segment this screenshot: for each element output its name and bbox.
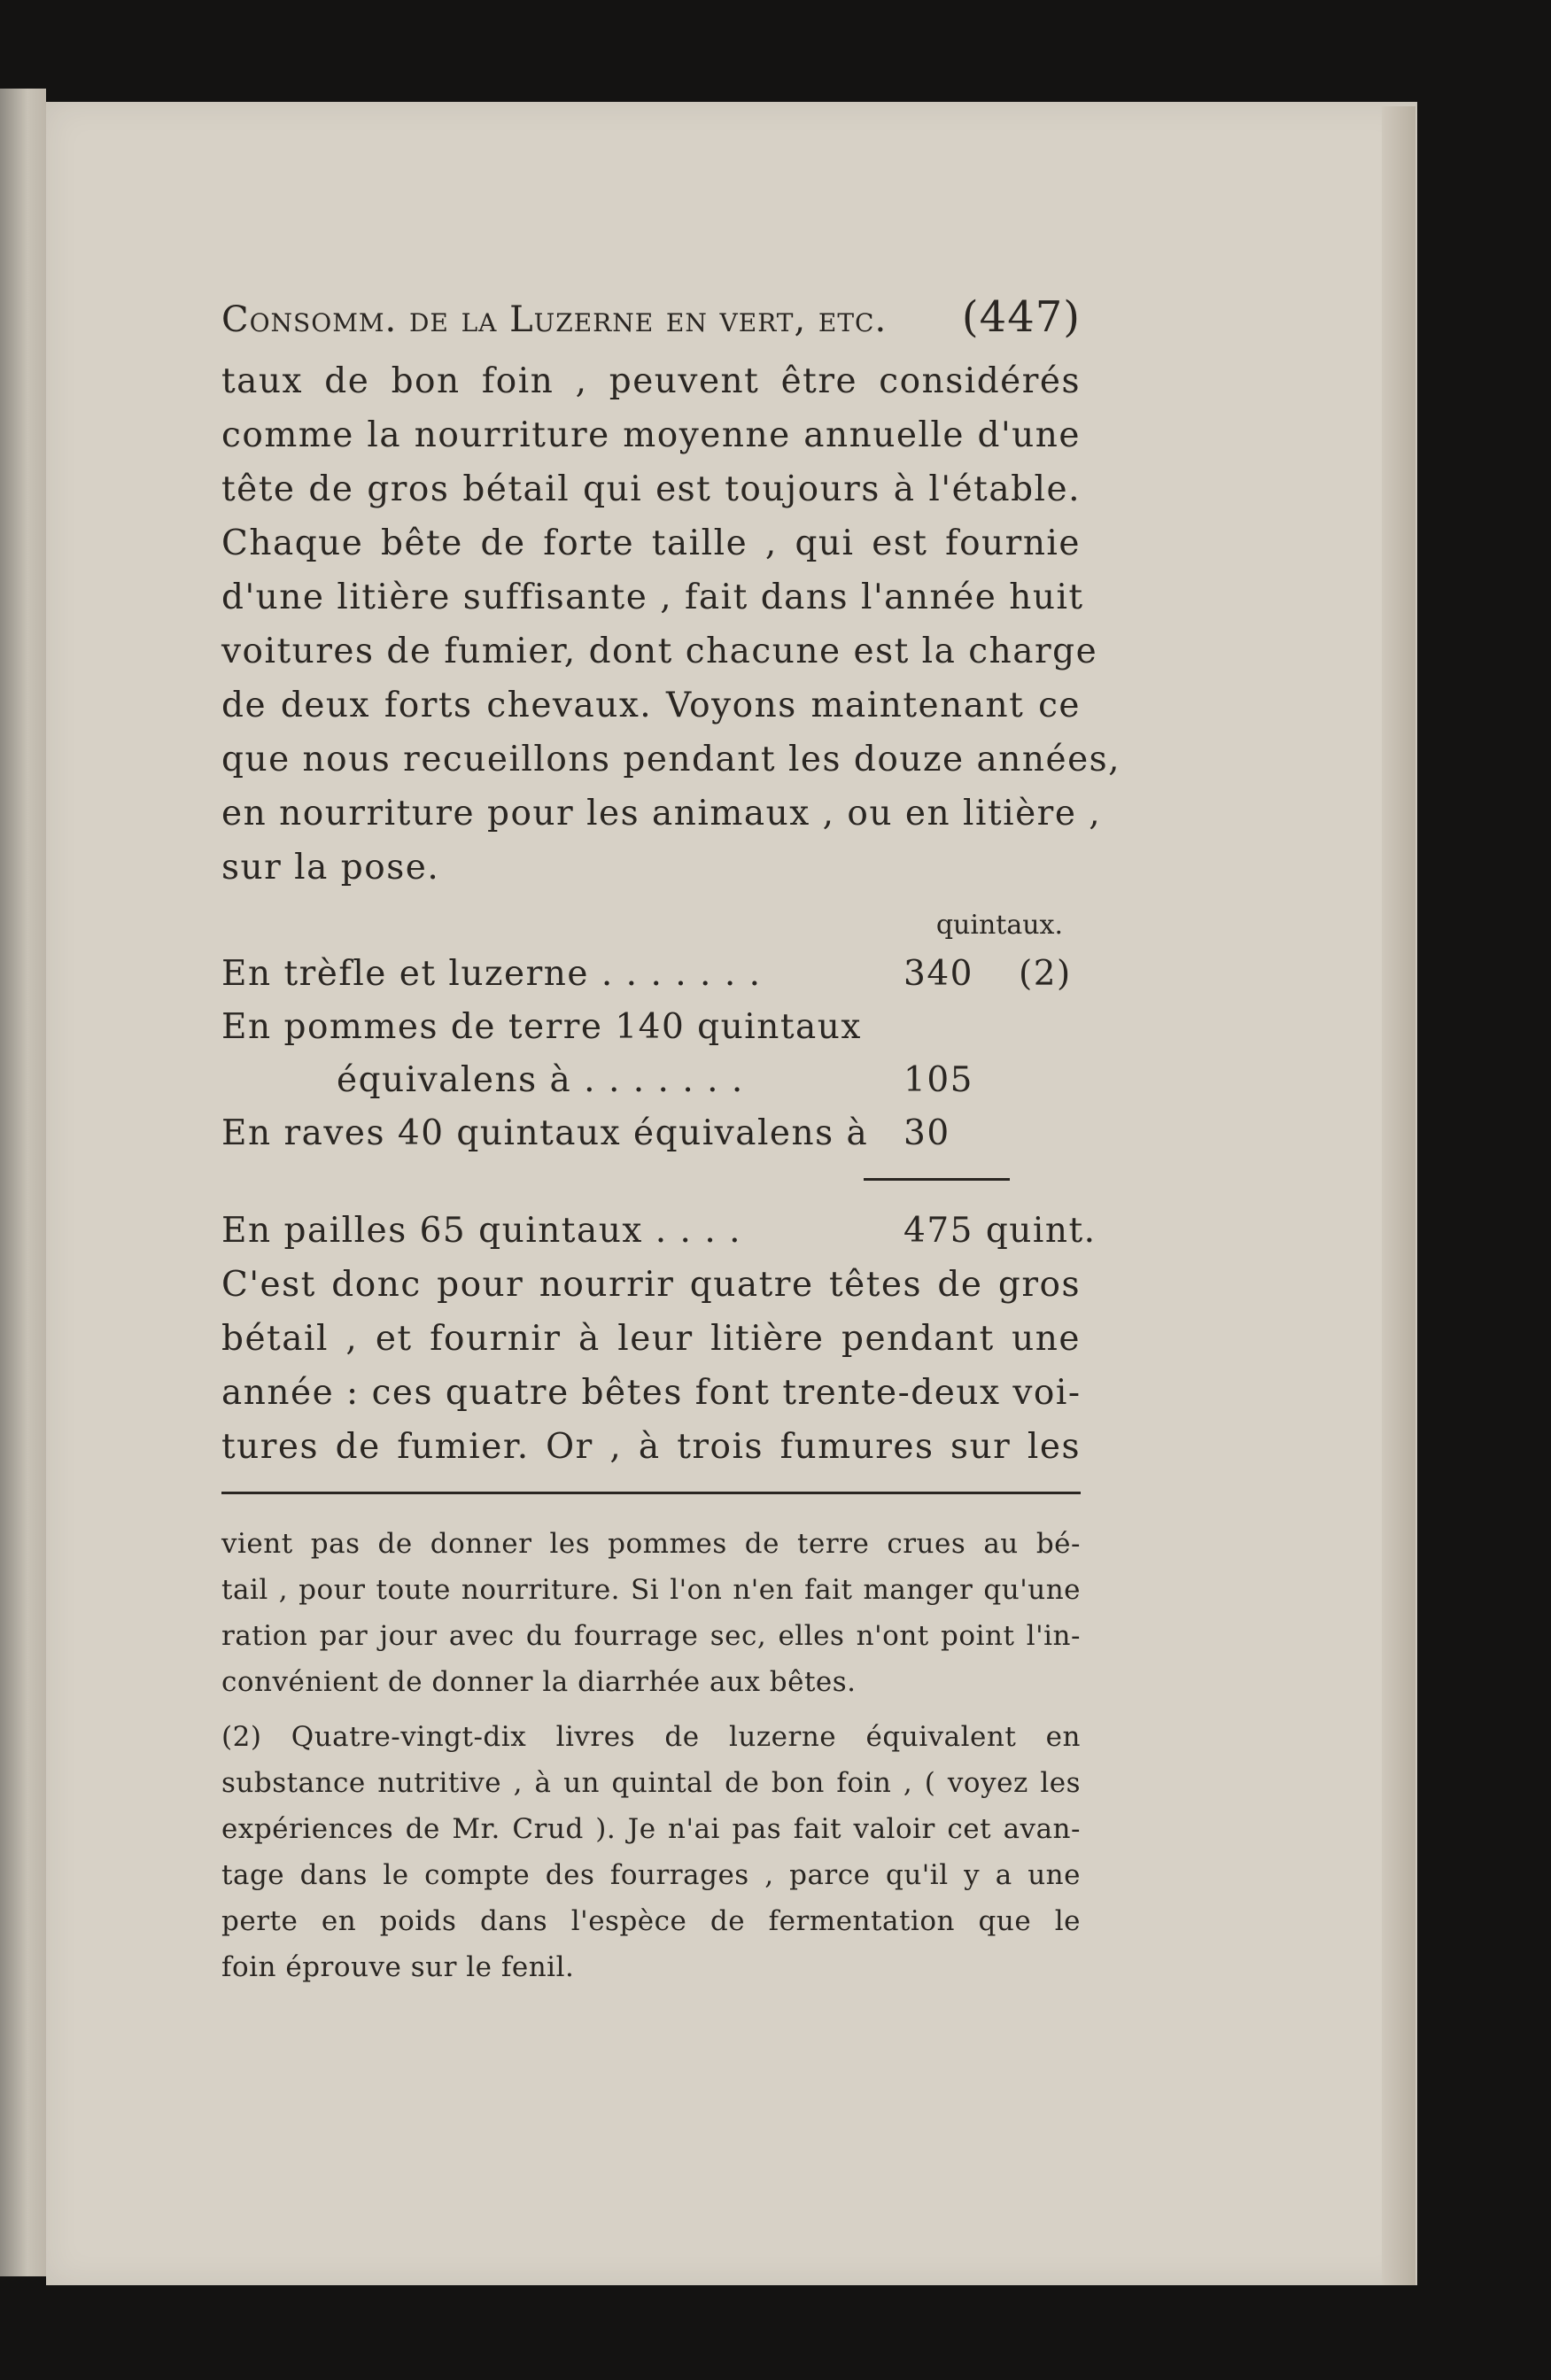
footnote-line: (2) Quatre-vingt-dix livres de luzerne équivalent en [221, 1721, 1081, 1753]
page-number: (447) [961, 292, 1081, 342]
footnote-line: substance nutritive , à un quintal de bon foin , ( voyez les [221, 1767, 1081, 1799]
sum-rule [864, 1178, 1010, 1181]
running-head-title: Consomm. de la Luzerne en vert, etc. [221, 299, 888, 340]
body-line: voitures de fumier, dont chacune est la charge [221, 632, 1098, 671]
ledger-note-ref [1019, 1107, 1081, 1160]
body-line: année : ces quatre bêtes font trente-deux voi- [221, 1373, 1082, 1413]
footnote-line: tage dans le compte des fourrages , parce qu'il y a une [221, 1859, 1081, 1891]
ledger-unit-label: quintaux. [935, 910, 1063, 941]
footnote-line: ration par jour avec du fourrage sec, elles n'ont point l'in- [221, 1620, 1081, 1652]
conclusion-paragraph [221, 1258, 1081, 1474]
running-head [221, 292, 1081, 354]
footnote-continued [221, 1521, 1081, 1705]
previous-page-edge [0, 89, 46, 2276]
footnote-line: convénient de donner la diarrhée aux bêtes. [221, 1666, 857, 1698]
body-line: C'est donc pour nourrir quatre têtes de gros [221, 1265, 1081, 1305]
ledger-note-ref [1019, 1001, 1081, 1054]
ledger-table [221, 903, 1097, 1258]
body-line: comme la nourriture moyenne annuelle d'une [221, 415, 1081, 455]
body-line: d'une litière suffisante , fait dans l'année huit [221, 578, 1084, 617]
ledger-value [903, 1001, 1019, 1054]
ledger-note-ref [1019, 1054, 1081, 1107]
body-line: de deux forts chevaux. Voyons maintenant ce [221, 686, 1081, 725]
footnote-line: foin éprouve sur le fenil. [221, 1951, 575, 1983]
footnote-2 [221, 1714, 1081, 1990]
ledger-label: En trèfle et luzerne . . . . . . . [221, 954, 762, 994]
ledger-row [221, 1107, 1081, 1160]
ledger-row [221, 948, 1081, 1001]
body-line: tures de fumier. Or , à trois fumures sur les [221, 1427, 1081, 1467]
ledger-value: 340 [903, 954, 973, 994]
ledger-total-value: 475 quint. [903, 1211, 1097, 1251]
page-content [221, 292, 1121, 1990]
ledger-total-label: En pailles 65 quintaux . . . . [221, 1211, 742, 1251]
footnote-line: expériences de Mr. Crud ). Je n'ai pas fait valoir cet avan- [221, 1813, 1081, 1845]
ledger-row [221, 1001, 1081, 1054]
page-right-edge [1382, 106, 1415, 2285]
body-line: sur la pose. [221, 848, 440, 888]
ledger-row [221, 1054, 1081, 1107]
body-line: bétail , et fournir à leur litière pendant une [221, 1319, 1081, 1359]
ledger-label: équivalens à . . . . . . . [337, 1060, 744, 1100]
body-line: en nourriture pour les animaux , ou en litière , [221, 794, 1102, 833]
ledger-label: En raves 40 quintaux équivalens à [221, 1113, 869, 1153]
body-line: tête de gros bétail qui est toujours à l'étable. [221, 469, 1081, 509]
ledger-label: En pommes de terre 140 quintaux [221, 1007, 862, 1047]
footnote-rule [221, 1492, 1081, 1494]
footnotes [221, 1521, 1081, 1990]
ledger-value: 105 [903, 1060, 973, 1100]
ledger-note-ref: (2) [1019, 954, 1072, 994]
footnote-line: perte en poids dans l'espèce de fermentation que le [221, 1905, 1081, 1937]
body-line: taux de bon foin , peuvent être considérés [221, 361, 1081, 401]
footnote-line: vient pas de donner les pommes de terre crues au bé- [221, 1528, 1081, 1560]
body-line: que nous recueillons pendant les douze années, [221, 740, 1121, 779]
ledger-total-row [221, 1205, 1097, 1258]
ledger-value: 30 [903, 1113, 950, 1153]
body-line: Chaque bête de forte taille , qui est fournie [221, 523, 1081, 563]
footnote-line: tail , pour toute nourriture. Si l'on n'en fait manger qu'une [221, 1574, 1081, 1606]
body-paragraph [221, 354, 1121, 895]
